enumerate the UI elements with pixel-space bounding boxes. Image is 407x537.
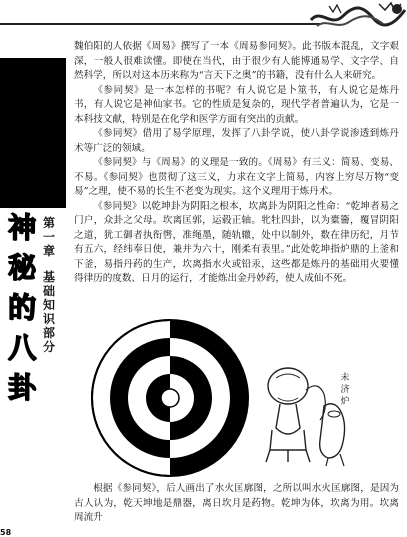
section-char: 识 bbox=[42, 312, 55, 326]
title-char: 卦 bbox=[7, 371, 36, 404]
chapter-sidebar bbox=[0, 0, 70, 537]
chapter-char: 第 bbox=[42, 216, 55, 230]
section-char: 知 bbox=[42, 298, 55, 312]
stove-label-char: 炉 bbox=[340, 397, 350, 407]
sidebar-black-panel bbox=[0, 58, 66, 208]
stove-label bbox=[338, 372, 352, 408]
water-fire-diagram bbox=[90, 318, 250, 478]
dragon-ornament-icon bbox=[309, 0, 407, 32]
title-char: 的 bbox=[7, 291, 36, 324]
stove-label-char: 未 bbox=[340, 373, 350, 383]
section-char: 基 bbox=[42, 270, 55, 284]
paragraph: 《参同契》借用了易学原理，发挥了八卦学说，使八卦学说渗透到炼丹术等广泛的领域。 bbox=[74, 128, 399, 154]
section-char: 础 bbox=[42, 284, 55, 298]
paragraph: 《参同契》是一本怎样的书呢？有人说它是卜筮书，有人说它是炼丹书，有人说它是神仙家书。它的性质是复杂的，现代学者普遍认为，它是一本科技文献，特别是在化学和医学方面有突出的贡献。 bbox=[74, 84, 399, 125]
title-char: 神 bbox=[7, 211, 36, 244]
stove-label-char: 济 bbox=[340, 385, 350, 395]
chapter-char: 一 bbox=[42, 230, 55, 244]
paragraph: 《参同契》以乾坤卦为阴阳之根本，坎离卦为阴阳之性命：“乾坤者易之门户，众卦之父母。坎离匡郭，运毂正轴。牝牡四卦，以为橐籥，覆冒阴阳之道，犹工御者执衔辔，准绳墨，随轨辙，处中以制外，数在律历纪，月节有五六，经纬奉日使，兼并为六十，刚柔有表里。”此处乾坤指炉鼎的上釜和下釜，易指丹药的生产，坎离指水火或铅汞，这些都是炼丹的基础用火要懂得律历的度数、日月的运行，才能炼出金丹妙药，使人成仙不死。 bbox=[74, 200, 399, 284]
alchemy-stove-illustration bbox=[262, 350, 372, 470]
chapter-char: 章 bbox=[42, 244, 55, 258]
paragraph: 魏伯阳的人依据《周易》撰写了一本《周易参同契》。此书版本混乱，文字艰深，一般人很难读懂。即使在当代，由于很少有人能博通易学、文字学、自然科学，所以对这本历来称为“言天下之奥”的书籍，没有什么人来研究。 bbox=[74, 41, 399, 81]
paragraph: 《参同契》与《周易》的义理是一致的。《周易》有三义：简易、变易、不易。《参同契》也贯彻了这三义，力求在文字上简易，内容上穷尽万物“变易”之理，使不易的长生不老变为现实。这个义理用于炼丹术。 bbox=[74, 157, 399, 197]
page-number: 58 bbox=[0, 528, 12, 537]
paragraph: 根据《参同契》，后人画出了水火匡廓图，之所以叫水火匡廓图，是因为古人认为，乾天坤地是鼎器，离日坎月是药物。乾坤为体，坎离为用。坎离周流升 bbox=[74, 483, 399, 523]
title-char: 八 bbox=[7, 331, 36, 364]
title-char: 秘 bbox=[7, 251, 36, 284]
bottom-text bbox=[74, 482, 399, 526]
body-text bbox=[74, 40, 399, 287]
section-char: 分 bbox=[42, 340, 55, 354]
section-char: 部 bbox=[42, 326, 55, 340]
